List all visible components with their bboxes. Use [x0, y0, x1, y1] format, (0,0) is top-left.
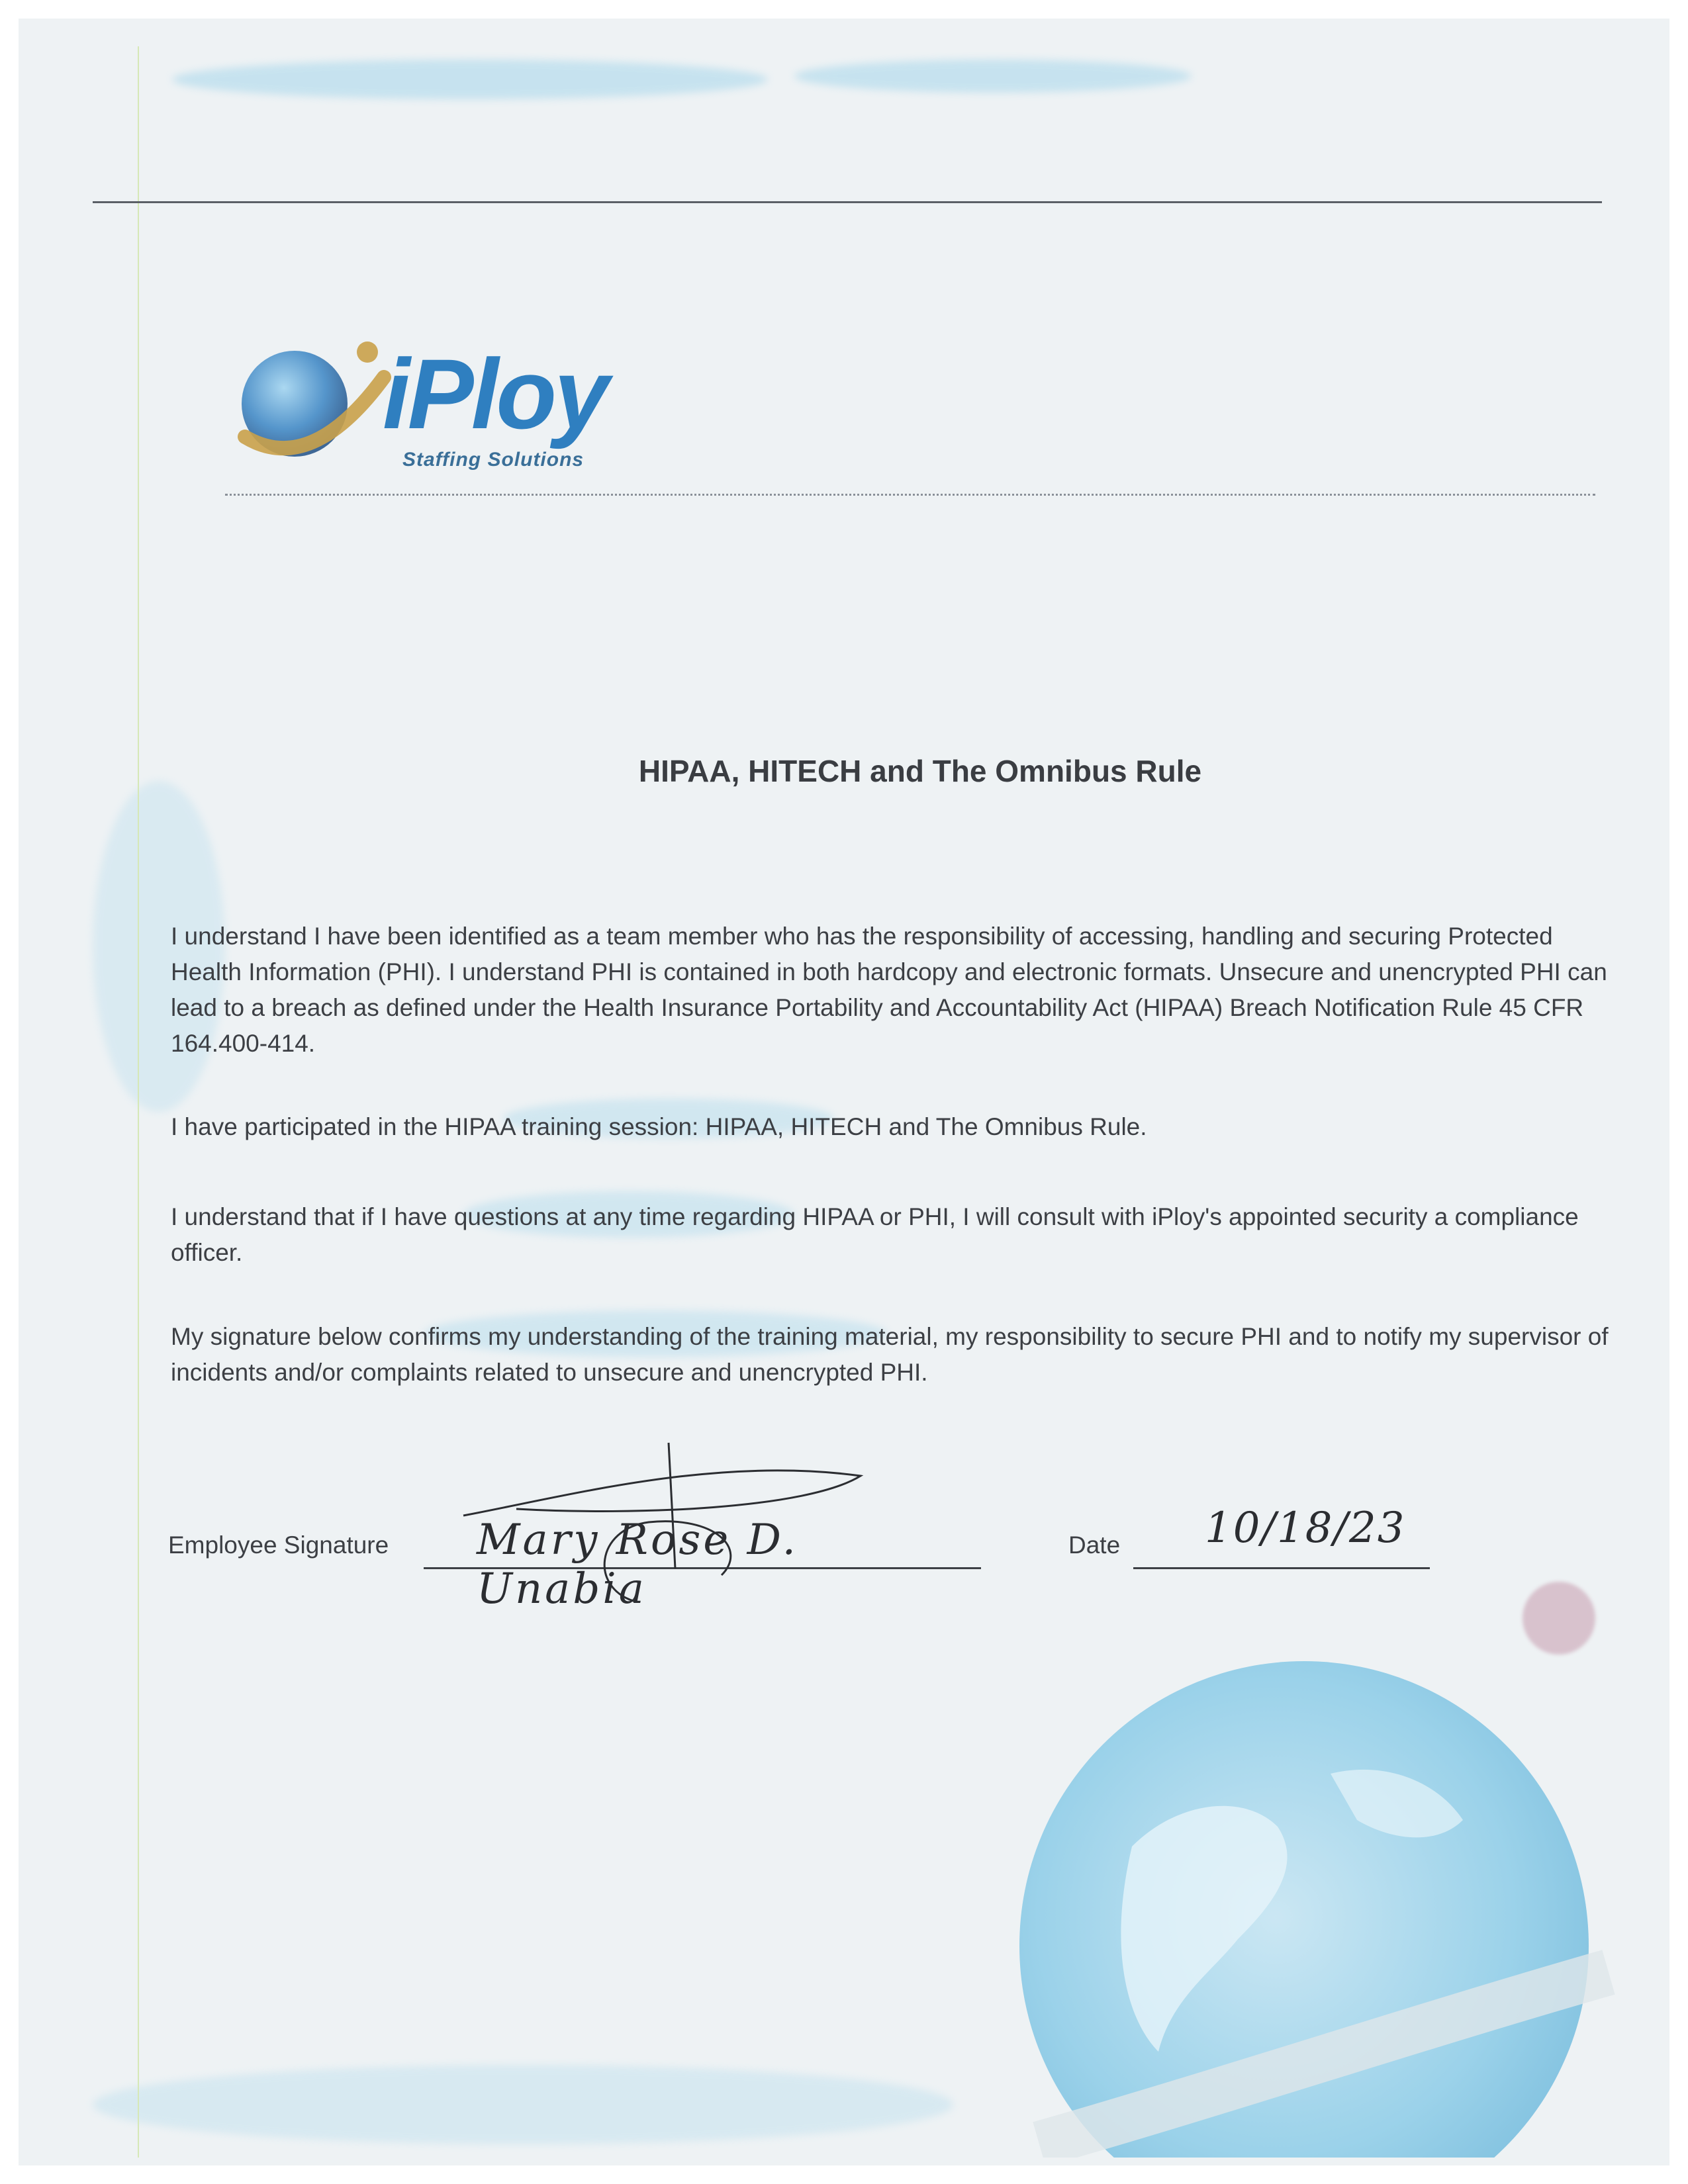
toner-smudge — [794, 60, 1192, 93]
globe-watermark-icon — [960, 1628, 1622, 2158]
logo-tagline: Staffing Solutions — [402, 449, 585, 471]
paragraph-questions: I understand that if I have questions at any time regarding HIPAA or PHI, I will consult with iPloy's appointed security a compliance officer. — [171, 1203, 1579, 1266]
header-rule — [225, 494, 1595, 496]
paragraph-confirmation: My signature below confirms my understanding of the training material, my responsibility to secure PHI and to notify my supervisor of incidents and/or complaints related to unsecure and unencrypted PHI. — [171, 1323, 1609, 1386]
date-value: 10/18/23 — [1205, 1504, 1406, 1553]
top-rule — [93, 201, 1602, 203]
paragraph-responsibility: I understand I have been identified as a team member who has the responsibility of accessing, handling and securing Protected Health Information (PHI). I understand PHI is contained in both hardcopy and electronic formats. Unsecure and unencrypted PHI can lead to a breach as defined under the Health Insurance Portability and Accountability Act (HIPAA) Breach Notification Rule 45 CFR 164.400-414. — [171, 923, 1607, 1057]
toner-smudge — [172, 60, 768, 99]
logo-wordmark: iPloy — [383, 338, 607, 449]
employee-signature-label: Employee Signature — [168, 1531, 389, 1559]
date-line — [1133, 1567, 1430, 1569]
document-title: HIPAA, HITECH and The Omnibus Rule — [638, 754, 1202, 788]
company-logo — [218, 318, 695, 496]
paragraph-training: I have participated in the HIPAA training session: HIPAA, HITECH and The Omnibus Rule. — [171, 1113, 1147, 1140]
date-label: Date — [1068, 1531, 1121, 1559]
toner-smudge — [93, 2065, 953, 2144]
employee-signature-text: Mary Rose D. Unabia — [477, 1516, 798, 1614]
globe-logo-icon — [232, 338, 404, 483]
margin-line — [138, 46, 139, 2158]
employee-signature — [437, 1416, 900, 1615]
